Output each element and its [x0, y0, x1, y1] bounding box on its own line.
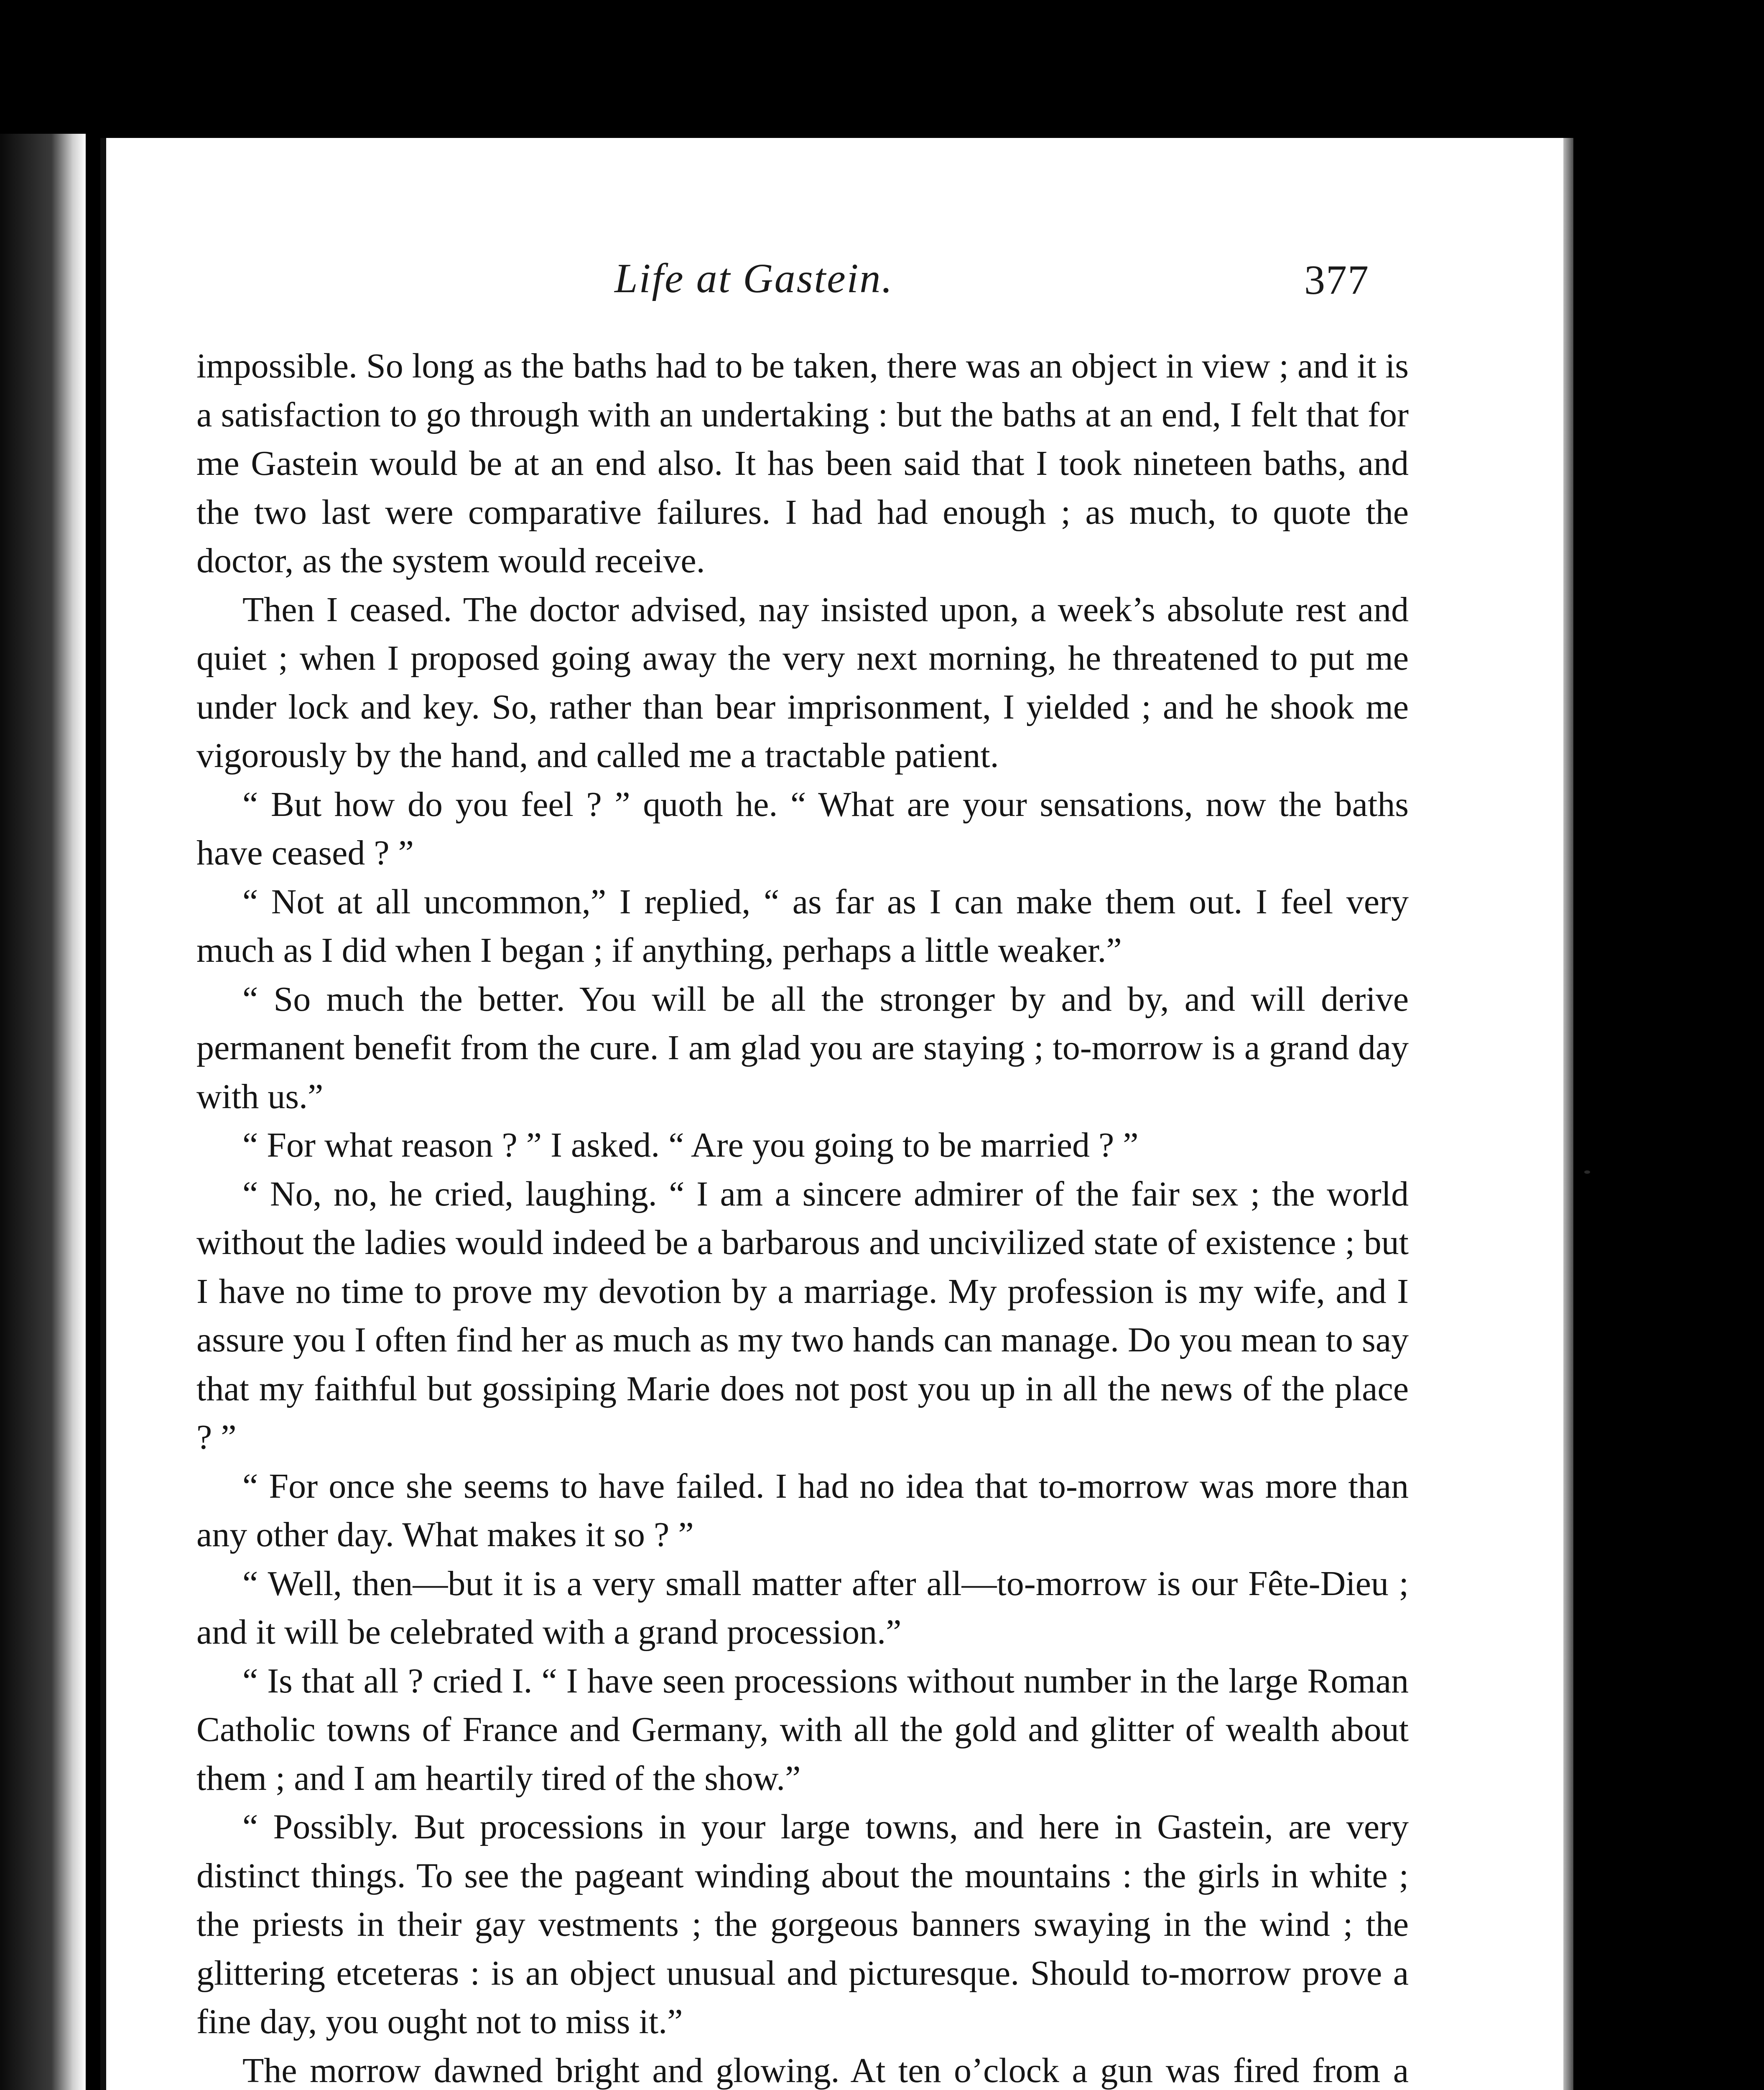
- facing-page-edge: [0, 134, 86, 2090]
- paper-speck: [1584, 1170, 1590, 1174]
- page-number: 377: [1304, 257, 1369, 303]
- paragraph: “ For what reason ? ” I asked. “ Are you going to be married ? ”: [242, 1126, 1139, 1165]
- paragraph: “ Well, then—but it is a very small matter after all—to-morrow is our Fête-Dieu ; and it will be celebrated with a grand procession.”: [196, 1564, 1409, 1652]
- paragraph: “ No, no, he cried, laughing. “ I am a sincere admirer of the fair sex ; the world without the ladies would indeed be a barbarous and uncivilized state of existence ; but I have no time to prove my devotion by a marriage. My profession is my wife, and I assure you I often find her as much as my two hands can manage. Do you mean to say that my faithful but gossiping Marie does not post you up in all the news of the place ? ”: [196, 1174, 1409, 1457]
- paragraph: The morrow dawned bright and glowing. At ten o’clock a gun was fired from a: [242, 2051, 1409, 2090]
- paragraph: “ But how do you feel ? ” quoth he. “ What are your sensations, now the baths have ceased ? ”: [196, 785, 1409, 872]
- running-head: Life at Gastein.: [614, 255, 894, 301]
- body-text: [196, 342, 1409, 2090]
- paragraph: “ Is that all ? cried I. “ I have seen processions without number in the large Roman Catholic towns of France and Germany, with all the gold and glitter of wealth about them ; and I am heartily tired of the show.”: [196, 1661, 1409, 1798]
- paragraph: Then I ceased. The doctor advised, nay insisted upon, a week’s absolute rest and quiet ; when I proposed going away the very next morning, he threatened to put me under lock and key. So, rather than bear imprisonment, I yielded ; and he shook me vigorously by the hand, and called me a tractable patient.: [196, 590, 1409, 775]
- paragraph: “ For once she seems to have failed. I had no idea that to-morrow was more than any other day. What makes it so ? ”: [196, 1466, 1409, 1554]
- paragraph: impossible. So long as the baths had to be taken, there was an object in view ; and it is a satisfaction to go through with an undertaking : but the baths at an end, I felt that for me Gastein would be at an end also. It has been said that I took nineteen baths, and the two last were comparative failures. I had had enough ; as much, to quote the doctor, as the system would receive.: [196, 347, 1409, 580]
- paragraph: “ Not at all uncommon,” I replied, “ as far as I can make them out. I feel very much as I did when I began ; if anything, perhaps a little weaker.”: [196, 882, 1409, 970]
- paragraph: “ So much the better. You will be all the stronger by and by, and will derive permanent benefit from the cure. I am glad you are staying ; to-morrow is a grand day with us.”: [196, 979, 1409, 1116]
- page-edge-shadow: [1563, 138, 1573, 2090]
- paragraph: “ Possibly. But processions in your large towns, and here in Gastein, are very distinct things. To see the pageant winding about the mountains : the girls in white ; the priests in their gay vestments ; the gorgeous banners swaying in the wind ; the glittering etceteras : is an object unusual and picturesque. Should to-morrow prove a fine day, you ought not to miss it.”: [196, 1807, 1409, 2041]
